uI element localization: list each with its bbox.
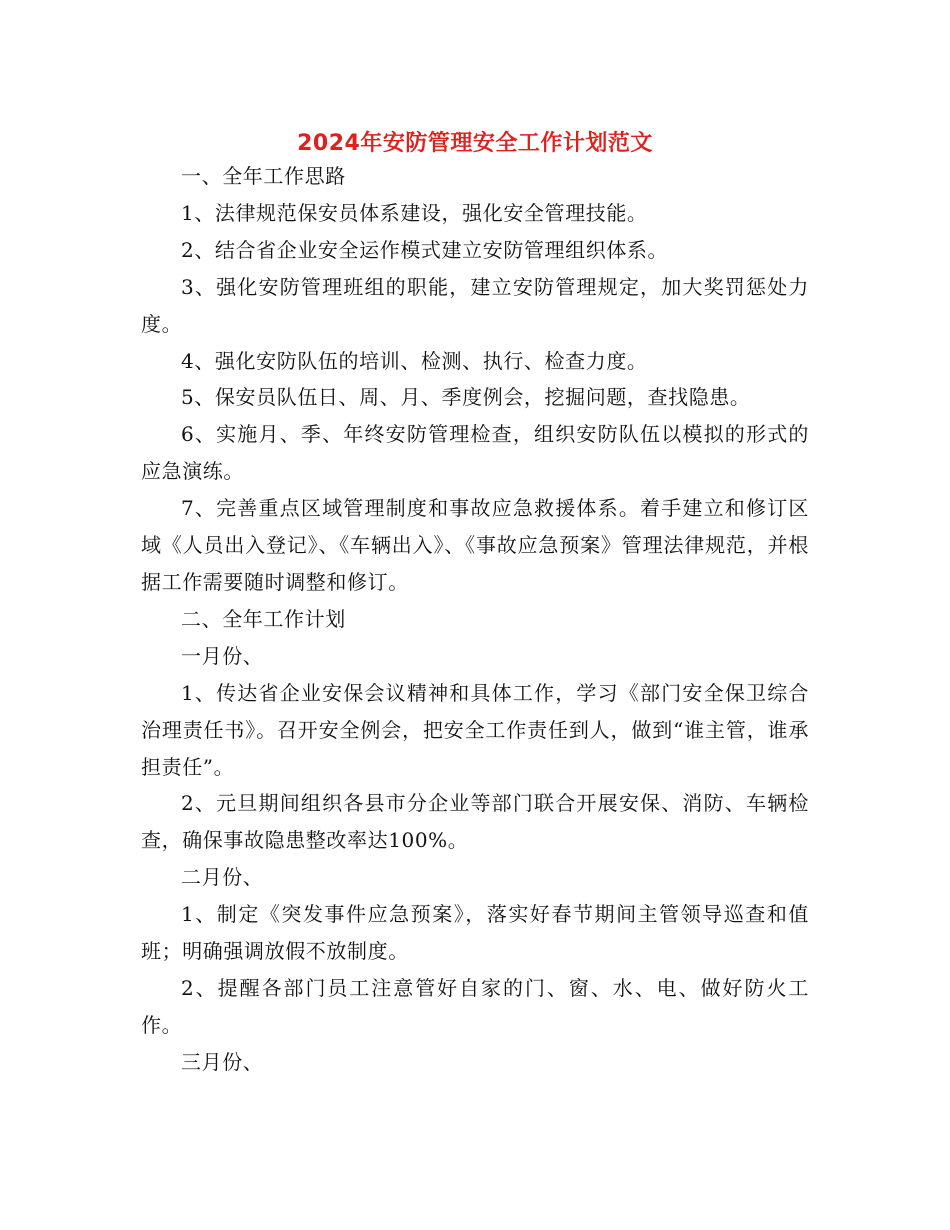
- february-item-1: 1、制定《突发事件应急预案》，落实好春节期间主管领导巡查和值班；明确强调放假不放制度。: [141, 902, 809, 964]
- paragraph-item-3: 3、强化安防管理班组的职能，建立安防管理规定，加大奖罚惩处力度。: [141, 274, 809, 336]
- january-item-1: 1、传达省企业安保会议精神和具体工作，学习《部门安全保卫综合治理责任书》。召开安全例会，把安全工作责任到人，做到“谁主管，谁承担责任”。: [141, 680, 809, 779]
- month-heading-february: 二月份、: [181, 865, 264, 890]
- section-heading-work-plan: 二、全年工作计划: [181, 606, 346, 631]
- section-heading-work-ideas: 一、全年工作思路: [181, 164, 346, 188]
- paragraph-item-2: 2、结合省企业安全运作模式建立安防管理组织体系。: [181, 237, 669, 262]
- month-heading-march: 三月份、: [181, 1049, 264, 1074]
- paragraph-item-4: 4、强化安防队伍的培训、检测、执行、检查力度。: [181, 348, 648, 373]
- paragraph-item-7: 7、完善重点区域管理制度和事故应急救援体系。着手建立和修订区域《人员出入登记》、《车辆出入》、《事故应急预案》管理法律规范，并根据工作需要随时调整和修订。: [141, 496, 809, 594]
- february-item-2: 2、提醒各部门员工注意管好自家的门、窗、水、电、做好防火工作。: [141, 975, 809, 1037]
- paragraph-item-5: 5、保安员队伍日、周、月、季度例会，挖掘问题，查找隐患。: [181, 385, 751, 410]
- paragraph-item-6: 6、实施月、季、年终安防管理检查，组织安防队伍以模拟的形式的应急演练。: [141, 422, 809, 484]
- document-body: [141, 158, 809, 1081]
- document-title: 2024年安防管理安全工作计划范文: [297, 130, 653, 156]
- month-heading-january: 一月份、: [181, 643, 264, 668]
- paragraph-item-1: 1、法律规范保安员体系建设，强化安全管理技能。: [181, 200, 648, 225]
- january-item-2: 2、元旦期间组织各县市分企业等部门联合开展安保、消防、车辆检查，确保事故隐患整改率达100%。: [141, 791, 809, 853]
